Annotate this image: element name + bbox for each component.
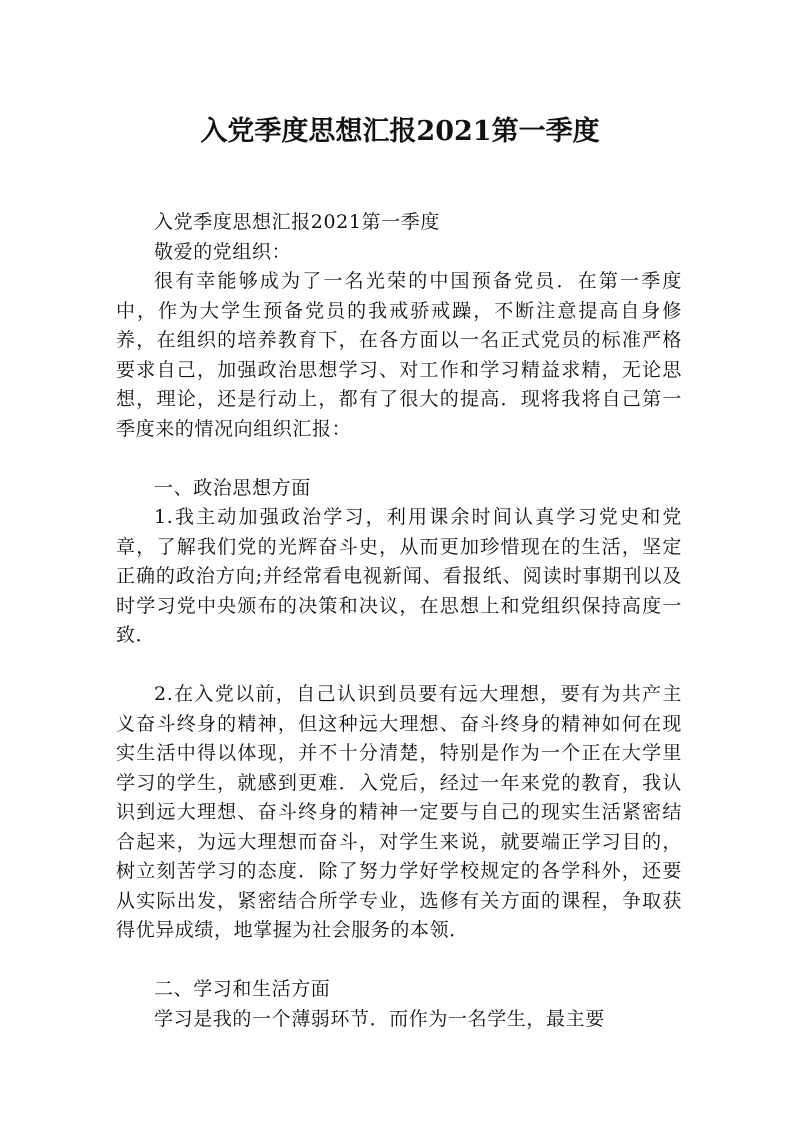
section-heading-political: 一、政治思想方面 (154, 476, 311, 499)
study-life-paragraph: 学习是我的一个薄弱环节．而作为一名学生，最主要 (154, 1007, 605, 1030)
section-heading-study-life: 二、学习和生活方面 (154, 978, 331, 1000)
political-paragraph-2: 2.在入党以前，自己认识到员要有远大理想，要有为共产主义奋斗终身的精神，但这种远大理想、奋斗终身的精神如何在现实生活中得以体现，并不十分清楚，特别是作为一个正在大学里学习的学生，就感到更难．入党后，经过一年来党的教育，我认识到远大理想、奋斗终身的精神一定要与自己的现实生活紧密结合起来，为远大理想而奋斗，对学生来说，就要端正学习目的，树立刻苦学习的态度．除了努力学好学校规定的各学科外，还要从实际出发，紧密结合所学专业，选修有关方面的课程，争取获得优异成绩，地掌握为社会服务的本领． (116, 683, 682, 941)
intro-paragraph: 很有幸能够成为了一名光荣的中国预备党员．在第一季度中，作为大学生预备党员的我戒骄戒躁，不断注意提高自身修养，在组织的培养教育下，在各方面以一名正式党员的标准严格要求自己，加强政治思想学习、对工作和学习精益求精，无论思想，理论，还是行动上，都有了很大的提高．现将我将自己第一季度来的情况向组织汇报： (116, 270, 682, 440)
document-title: 入党季度思想汇报2021第一季度 (200, 116, 600, 147)
paragraph-gap (116, 444, 682, 474)
salutation: 敬爱的党组织： (154, 240, 292, 263)
subtitle-line: 入党季度思想汇报2021第一季度 (154, 211, 440, 233)
political-paragraph-1: 1.我主动加强政治学习，利用课余时间认真学习党史和党章，了解我们党的光辉奋斗史，从而更加珍惜现在的生活，坚定正确的政治方向;并经常看电视新闻、看报纸、阅读时事期刊以及时学习党中央颁布的决策和决议，在思想上和党组织保持高度一致． (116, 506, 682, 646)
paragraph-gap (116, 946, 682, 976)
document-body (116, 208, 682, 1034)
paragraph-gap (116, 651, 682, 681)
